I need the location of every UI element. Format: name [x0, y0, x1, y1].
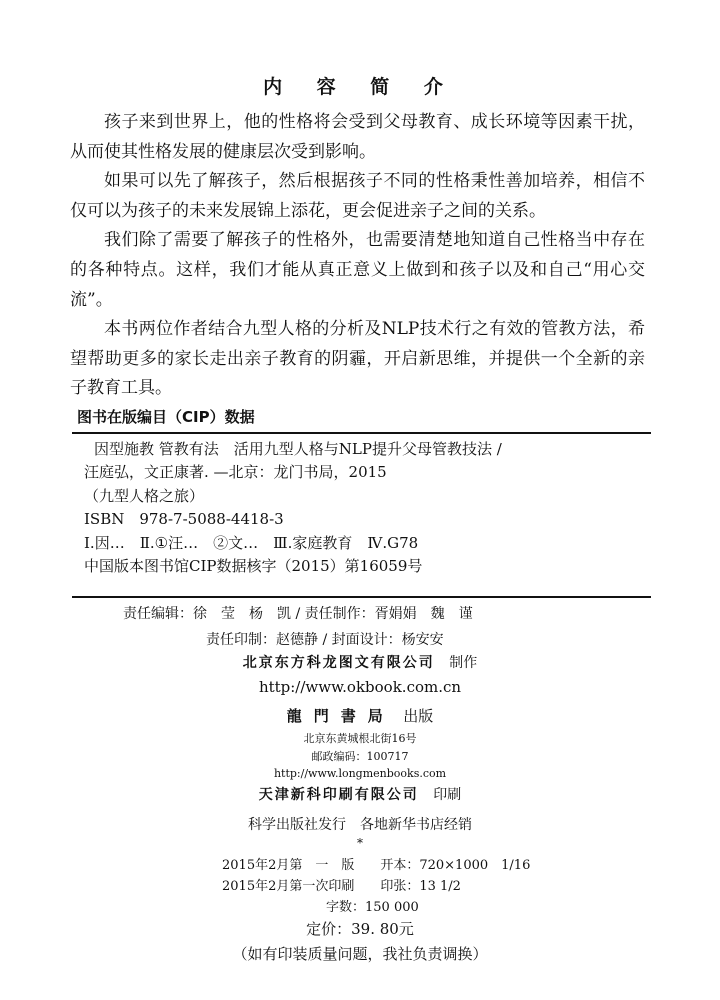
distribution-line: 科学出版社发行 各地新华书店经销 — [248, 817, 472, 833]
printer-suffix: 印刷 — [433, 787, 462, 803]
publisher-line — [0, 705, 720, 726]
publisher-suffix: 出版 — [403, 707, 434, 725]
publisher-name: 龍門書局 — [286, 707, 395, 725]
word-count-line: 字数：150 000 — [326, 900, 419, 915]
printer-name: 天津新科印刷有限公司 — [258, 787, 419, 803]
editors-line: 责任编辑：徐 莹 杨 凯 / 责任制作：胥娟娟 魏 谨 — [123, 606, 473, 622]
cip-bottom-rule — [72, 596, 651, 598]
printer-line — [0, 784, 720, 804]
publisher-url: http://www.longmenbooks.com — [273, 767, 447, 780]
cip-classification: Ⅰ.因… Ⅱ.①汪… ②文… Ⅲ.家庭教育 Ⅳ.G78 — [84, 533, 419, 552]
separator-star: * — [357, 836, 363, 850]
intro-paragraph: 如果可以先了解孩子，然后根据孩子不同的性格秉性善加培养，相信不仅可以为孩子的未来发展锦上添花，更会促进亲子之间的关系。 — [70, 171, 645, 221]
producer-name: 北京东方科龙图文有限公司 — [242, 655, 435, 671]
cip-number: 中国版本图书馆CIP数据核字（2015）第16059号 — [84, 557, 423, 576]
producer-suffix: 制作 — [449, 655, 478, 671]
cip-top-rule — [72, 432, 651, 434]
price-line: 定价：39. 80元 — [306, 920, 414, 938]
publisher-postcode: 邮政编码：100717 — [311, 750, 409, 763]
intro-paragraph: 本书两位作者结合九型人格的分析及NLP技术行之有效的管教方法，希望帮助更多的家长走出亲子教育的阴霾，开启新思维，并提供一个全新的亲子教育工具。 — [70, 319, 645, 399]
producer-line — [0, 652, 720, 672]
intro-paragraph: 我们除了需要了解孩子的性格外，也需要清楚地知道自己性格当中存在的各种特点。这样，我们才能从真正意义上做到和孩子以及和自己“用心交流”。 — [70, 230, 645, 310]
cip-title-line: 因型施教 管教有法 活用九型人格与NLP提升父母管教技法 / — [94, 440, 502, 458]
impression-line: 2015年2月第一次印刷 印张：13 1/2 — [222, 879, 461, 894]
cip-author-line: 汪庭弘，文正康著. —北京：龙门书局，2015 — [84, 463, 387, 482]
cip-series: （九型人格之旅） — [84, 486, 205, 505]
intro-paragraph: 孩子来到世界上，他的性格将会受到父母教育、成长环境等因素干扰，从而使其性格发展的健康层次受到影响。 — [70, 112, 645, 162]
cip-heading: 图书在版编目（CIP）数据 — [77, 408, 255, 426]
intro-title: 内 容 简 介 — [263, 76, 457, 98]
intro-text — [70, 108, 645, 404]
cip-isbn: ISBN 978-7-5088-4418-3 — [84, 510, 284, 529]
printing-design-line: 责任印制：赵德静 / 封面设计：杨安安 — [206, 632, 444, 648]
quality-notice: （如有印装质量问题，我社负责调换） — [232, 945, 488, 963]
cip-block — [84, 438, 644, 578]
edition-line: 2015年2月第 一 版 开本：720×1000 1/16 — [222, 858, 531, 873]
producer-url: http://www.okbook.com.cn — [258, 678, 462, 696]
publisher-address: 北京东黄城根北街16号 — [303, 732, 417, 745]
